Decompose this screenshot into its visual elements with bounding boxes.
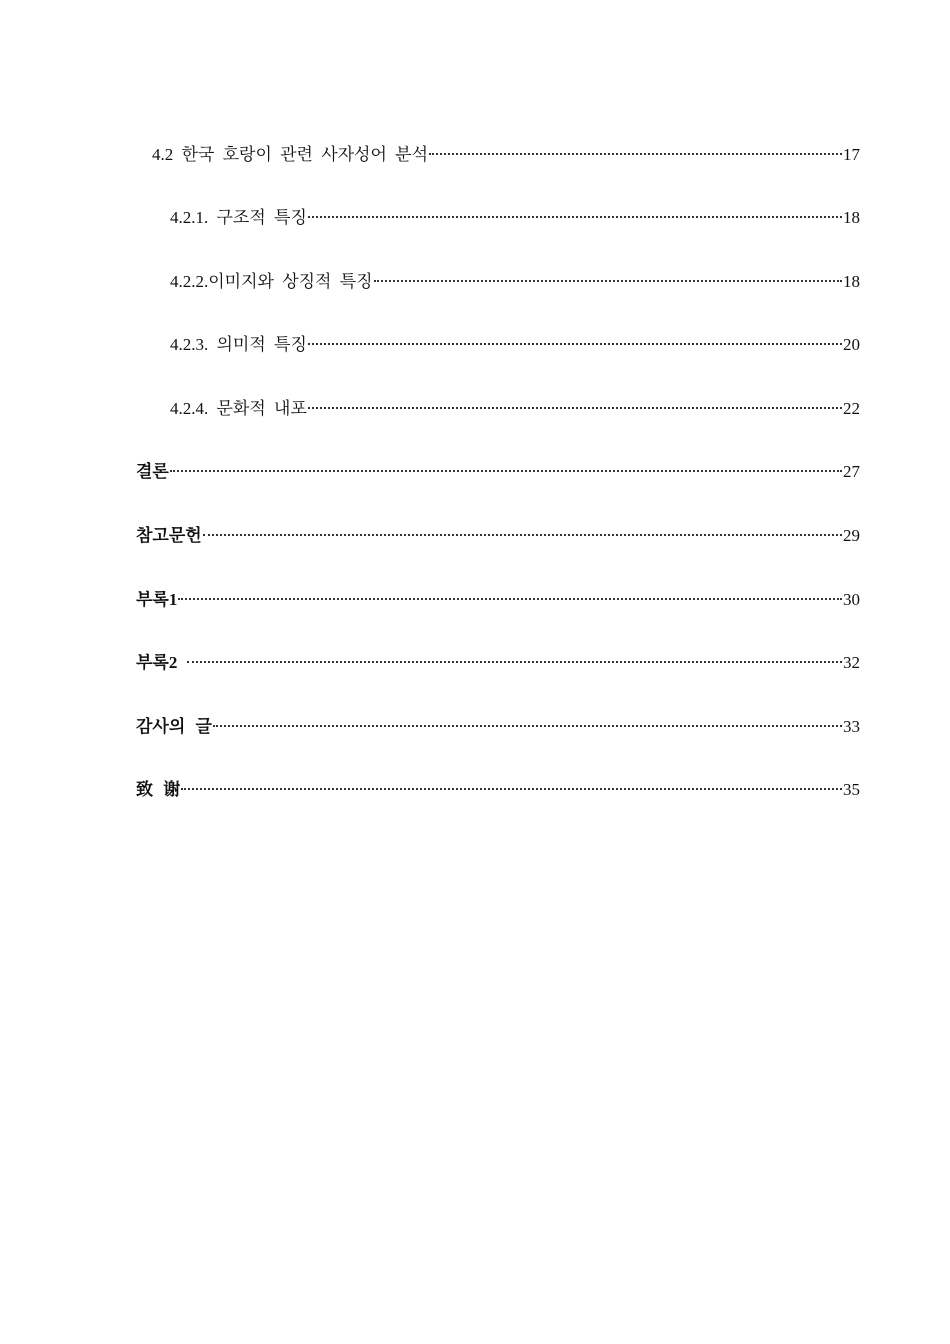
toc-entry-title: 참고문헌	[136, 526, 202, 545]
toc-page-number: 20	[843, 335, 860, 354]
toc-entry-title: 4.2.3. 의미적 특징	[170, 335, 307, 354]
toc-page-number: 35	[843, 780, 860, 799]
toc-dot-leader	[178, 583, 842, 605]
toc-entry-title: 4.2.4. 문화적 내포	[170, 399, 307, 418]
toc-entry-appendix-1[interactable]	[136, 583, 860, 611]
toc-dot-leader	[170, 455, 842, 477]
toc-page-number: 30	[843, 590, 860, 609]
toc-entry-title: 부록1	[136, 590, 178, 609]
toc-entry-references[interactable]	[136, 519, 860, 547]
toc-page-number: 18	[843, 208, 860, 227]
toc-entry-title: 부록2	[136, 653, 178, 672]
toc-entry-4-2-3[interactable]	[170, 328, 860, 356]
toc-page-number: 22	[843, 399, 860, 418]
toc-entry-4-2[interactable]	[152, 138, 860, 166]
toc-entry-title: 4.2.2.이미지와 상징적 특징	[170, 272, 373, 291]
toc-dot-leader	[308, 392, 842, 414]
toc-dot-leader	[181, 773, 842, 795]
toc-dot-leader	[213, 710, 842, 732]
toc-page-number: 32	[843, 653, 860, 672]
toc-entry-title: 致 谢	[136, 780, 181, 799]
toc-entry-title: 4.2 한국 호랑이 관련 사자성어 분석	[152, 145, 428, 164]
toc-dot-leader	[308, 201, 842, 223]
toc-dot-leader	[308, 328, 842, 350]
toc-entry-title: 4.2.1. 구조적 특징	[170, 208, 307, 227]
toc-entry-4-2-4[interactable]	[170, 392, 860, 420]
toc-page-number: 29	[843, 526, 860, 545]
toc-dot-leader	[203, 519, 842, 541]
toc-entry-4-2-1[interactable]	[170, 201, 860, 229]
toc-page-number: 27	[843, 462, 860, 481]
toc-entry-appendix-2[interactable]	[136, 646, 860, 674]
toc-page-number: 33	[843, 717, 860, 736]
toc-page-number: 18	[843, 272, 860, 291]
toc-entry-4-2-2[interactable]	[170, 265, 860, 293]
toc-entry-conclusion[interactable]	[136, 455, 860, 483]
toc-entry-title: 감사의 글	[136, 717, 212, 736]
toc-dot-leader	[429, 138, 842, 160]
toc-entry-title: 결론	[136, 462, 169, 481]
toc-page-number: 17	[843, 145, 860, 164]
toc-dot-leader	[374, 265, 842, 287]
toc-entry-acknowledgements[interactable]	[136, 710, 860, 738]
toc-dot-leader	[187, 646, 842, 668]
toc-entry-acknowledgements-chinese[interactable]	[136, 773, 860, 801]
